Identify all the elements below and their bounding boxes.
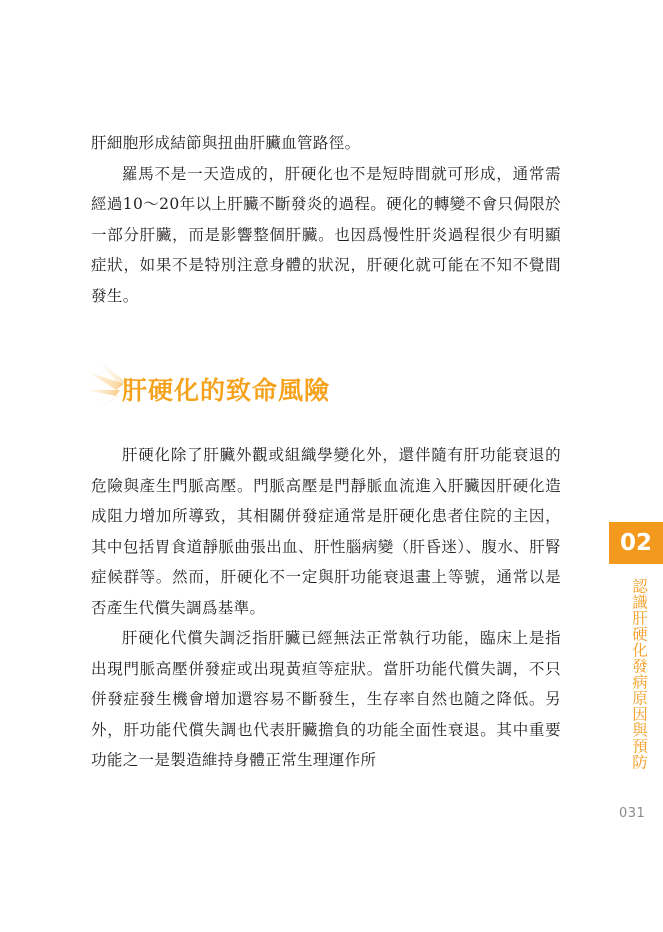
section-heading [86, 360, 416, 420]
chapter-title-vertical: 認識肝硬化發病原因與預防 [630, 578, 648, 770]
chapter-tab: 02 [609, 522, 663, 564]
body-text-bottom [91, 440, 561, 776]
paragraph: 羅馬不是一天造成的，肝硬化也不是短時間就可形成，通常需經過10～20年以上肝臟不斷發炎的過程。硬化的轉變不會只侷限於一部分肝臟，而是影響整個肝臟。也因爲慢性肝炎過程很少有明顯症狀，如果不是特別注意身體的狀況，肝硬化就可能在不知不覺間發生。 [91, 164, 561, 305]
paragraph-continuation: 肝細胞形成結節與扭曲肝臟血管路徑。 [91, 134, 361, 152]
paragraph: 肝硬化除了肝臟外觀或組織學變化外，還伴隨有肝功能衰退的危險與產生門脈高壓。門脈高壓是門靜脈血流進入肝臟因肝硬化造成阻力增加所導致，其相關併發症通常是肝硬化患者住院的主因，其中包括胃食道靜脈曲張出血、肝性腦病變（肝昏迷）、腹水、肝腎症候群等。然而，肝硬化不一定與肝功能衰退畫上等號，通常以是否產生代償失調爲基準。 [91, 446, 561, 617]
page-number: 031 [619, 806, 646, 821]
paragraph: 肝硬化代償失調泛指肝臟已經無法正常執行功能，臨床上是指出現門脈高壓併發症或出現黃疸等症狀。當肝功能代償失調，不只併發症發生機會增加還容易不斷發生，生存率自然也隨之降低。另外，肝功能代償失調也代表肝臟擔負的功能全面性衰退。其中重要功能之一是製造維持身體正常生理運作所 [91, 629, 561, 769]
section-heading-text: 肝硬化的致命風險 [122, 376, 331, 405]
body-text-top [91, 128, 561, 311]
